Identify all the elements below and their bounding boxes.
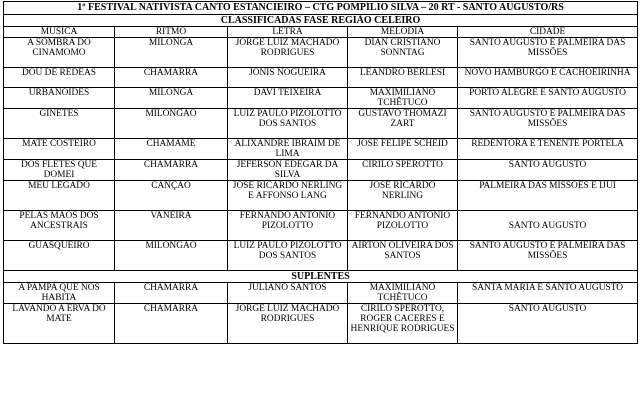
header-row (4, 27, 638, 38)
cell-ritmo: CHAMAMÉ (115, 139, 228, 160)
cell-melodia: GUSTAVO THOMAZI ZART (348, 109, 458, 139)
cell-cidade: PALMEIRA DAS MISSÕES E IJUÍ (458, 181, 638, 211)
cell-ritmo: CHAMARRA (115, 304, 228, 344)
cell-musica: A SOMBRA DO CINAMOMO (4, 38, 115, 68)
cell-cidade: PORTO ALEGRE E SANTO AUGUSTO (458, 88, 638, 109)
table-row (4, 304, 638, 344)
table-row (4, 241, 638, 271)
cell-melodia: JOSÉ FELIPE SCHEID (348, 139, 458, 160)
cell-letra: JULIANO SANTOS (228, 283, 348, 304)
cell-letra: JORGE LUIZ MACHADO RODRIGUES (228, 304, 348, 344)
table-row (4, 139, 638, 160)
cell-musica: PELAS MÃOS DOS ANCESTRAIS (4, 211, 115, 241)
cell-letra: JORGE LUIZ MACHADO RODRIGUES (228, 38, 348, 68)
cell-melodia: MAXIMILIANO TCHÊTUCO (348, 283, 458, 304)
cell-letra: DAVI TEIXEIRA (228, 88, 348, 109)
cell-ritmo: MILONGA (115, 38, 228, 68)
cell-musica: GINETES (4, 109, 115, 139)
cell-cidade: SANTO AUGUSTO E PALMEIRA DAS MISSÕES (458, 38, 638, 68)
cell-musica: DOS FLETES QUE DOMEI (4, 160, 115, 181)
table-row (4, 160, 638, 181)
cell-musica: URBANÓIDES (4, 88, 115, 109)
cell-letra: JÔNIS NOGUEIRA (228, 68, 348, 88)
cell-ritmo: CHAMARRA (115, 283, 228, 304)
cell-cidade: SANTO AUGUSTO E PALMEIRA DAS MISSÕES (458, 241, 638, 271)
cell-cidade: SANTO AUGUSTO (458, 160, 638, 181)
cell-melodia: FERNANDO ANTONIO PIZOLOTTO (348, 211, 458, 241)
cell-ritmo: MILONGÃO (115, 109, 228, 139)
header-letra: LETRA (228, 27, 348, 38)
cell-cidade: NOVO HAMBURGO E CACHOEIRINHA (458, 68, 638, 88)
table-row (4, 283, 638, 304)
cell-cidade: REDENTORA E TENENTE PORTELA (458, 139, 638, 160)
table-row (4, 181, 638, 211)
cell-ritmo: CHAMARRA (115, 160, 228, 181)
cell-letra: JEFERSON EDEGAR DA SILVA (228, 160, 348, 181)
festival-table (3, 1, 638, 344)
cell-ritmo: MILONGÃO (115, 241, 228, 271)
cell-cidade: SANTO AUGUSTO (458, 211, 638, 241)
cell-letra: LUIZ PAULO PIZOLOTTO DOS SANTOS (228, 241, 348, 271)
table-row (4, 68, 638, 88)
cell-ritmo: CANÇÃO (115, 181, 228, 211)
header-musica: MÚSICA (4, 27, 115, 38)
cell-musica: MATE COSTEIRO (4, 139, 115, 160)
cell-letra: JOSÉ RICARDO NERLING E AFFONSO LANG (228, 181, 348, 211)
cell-melodia: AIRTON OLIVEIRA DOS SANTOS (348, 241, 458, 271)
cell-melodia: MAXIMILIANO TCHÊTUCO (348, 88, 458, 109)
header-ritmo: RITMO (115, 27, 228, 38)
cell-ritmo: CHAMARRA (115, 68, 228, 88)
table-row (4, 109, 638, 139)
section-suplentes: SUPLENTES (4, 271, 638, 283)
header-cidade: CIDADE (458, 27, 638, 38)
header-melodia: MELODIA (348, 27, 458, 38)
cell-musica: DOU DE RÉDEAS (4, 68, 115, 88)
cell-ritmo: MILONGA (115, 88, 228, 109)
cell-letra: ALIXANDRE IBRAIM DE LIMA (228, 139, 348, 160)
cell-melodia: JOSÉ RICARDO NERLING (348, 181, 458, 211)
cell-letra: FERNANDO ANTONIO PIZOLOTTO (228, 211, 348, 241)
cell-ritmo: VANEIRA (115, 211, 228, 241)
cell-cidade: SANTO AUGUSTO (458, 304, 638, 344)
cell-melodia: LEANDRO BERLESI (348, 68, 458, 88)
table-title: 1º FESTIVAL NATIVISTA CANTO ESTANCIEIRO – CTG POMPÍLIO SILVA – 20 RT - SANTO AUGUSTO/RS (4, 2, 638, 15)
cell-letra: LUIZ PAULO PIZOLOTTO DOS SANTOS (228, 109, 348, 139)
cell-melodia: DIAN CRISTIANO SONNTAG (348, 38, 458, 68)
table-row (4, 88, 638, 109)
cell-melodia: CIRILO SPEROTTO (348, 160, 458, 181)
cell-musica: MEU LEGADO (4, 181, 115, 211)
cell-musica: A PAMPA QUE NOS HABITA (4, 283, 115, 304)
cell-cidade: SANTO AUGUSTO E PALMEIRA DAS MISSÕES (458, 109, 638, 139)
cell-musica: LAVANDO A ERVA DO MATE (4, 304, 115, 344)
cell-cidade: SANTA MARIA E SANTO AUGUSTO (458, 283, 638, 304)
cell-melodia: CIRILO SPEROTTO, ROGER CACERES E HENRIQUE RODRIGUES (348, 304, 458, 344)
section-classificadas: CLASSIFICADAS FASE REGIÃO CELEIRO (4, 15, 638, 27)
table-row (4, 38, 638, 68)
table-row (4, 211, 638, 241)
cell-musica: GUASQUEIRO (4, 241, 115, 271)
